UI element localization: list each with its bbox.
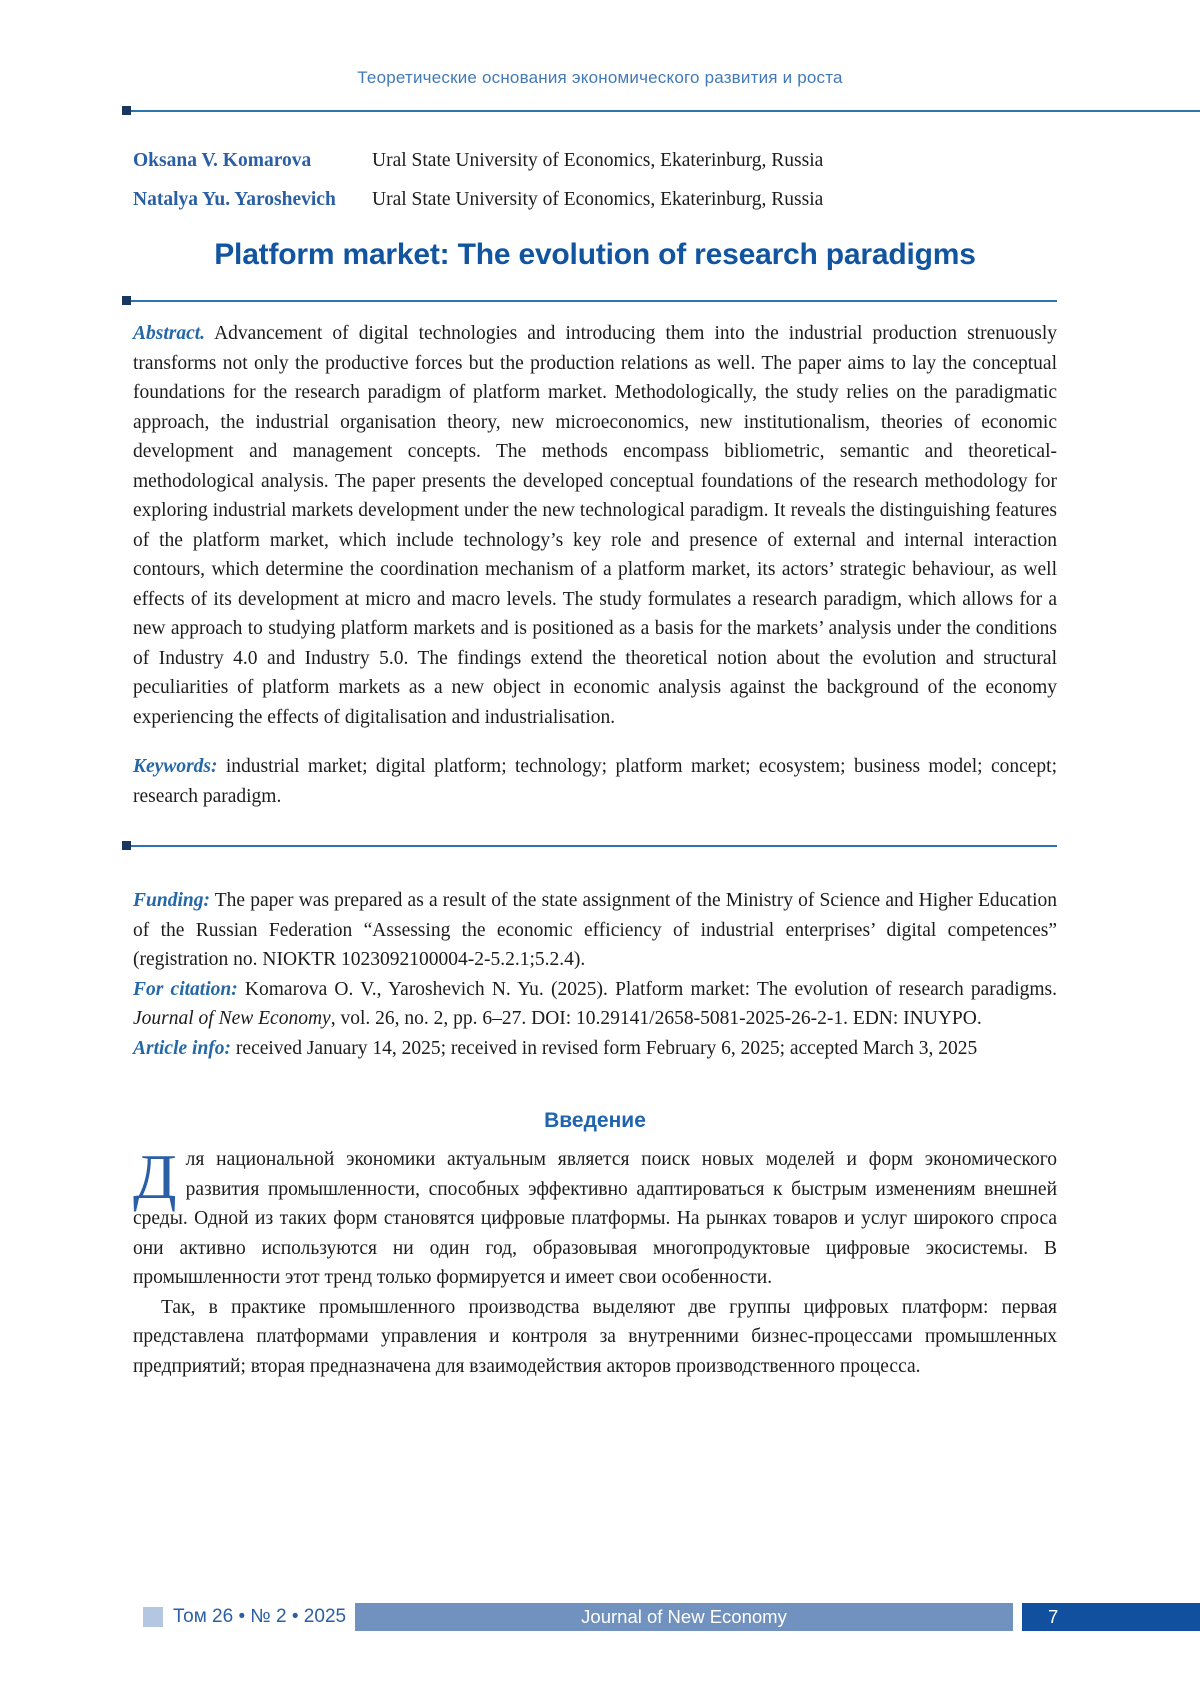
page-title: Platform market: The evolution of research paradigms [214, 238, 976, 271]
dropcap-letter: Д [133, 1141, 177, 1212]
footer-volume-info: Том 26 • № 2 • 2025 [173, 1606, 347, 1627]
rule-square-icon [122, 841, 131, 850]
rule-line [131, 845, 1057, 847]
citation-text-after: , vol. 26, no. 2, pp. 6–27. DOI: 10.29141/2658-5081-2025-26-2-1. EDN: INUYPO. [330, 1008, 982, 1029]
keywords-label: Keywords: [133, 756, 218, 777]
author-affiliation: Ural State University of Economics, Ekaterinburg, Russia [372, 189, 824, 210]
funding-text: The paper was prepared as a result of the state assignment of the Ministry of Science and Higher Education of the Russian Federation “Assessing the economic efficiency of industrial enterprises’ digital competences” (registration no. NIOKTR 1023092100004-2-5.2.1;5.2.4). [133, 890, 1057, 970]
intro-paragraph-1-text: ля национальной экономики актуальным является поиск новых моделей и форм экономического развития промышленности, способных эффективно адаптироваться к быстрым изменениям внешней среды. Одной из таких форм становятся цифровые платформы. На рынках товаров и услуг широкого спроса они активно используются ни один год, образовывая многопродуктовые цифровые экосистемы. В промышленности этот тренд только формируется и имеет свои особенности. [133, 1149, 1057, 1288]
intro-paragraph-2: Так, в практике промышленного производства выделяют две группы цифровых платформ: первая представлена платформами управления и контроля за внутренними бизнес-процессами промышленных предприятий; вторая предназначена для взаимодействия акторов производственного процесса. [133, 1296, 1057, 1377]
funding-label: Funding: [133, 890, 210, 911]
author-name: Oksana V. Komarova [133, 150, 312, 171]
article-info-paragraph [133, 1034, 1057, 1064]
intro-paragraph-1 [133, 1141, 1057, 1293]
funding-paragraph [133, 886, 1057, 975]
section-heading-introduction: Введение [544, 1109, 646, 1132]
footer-page-number: 7 [1022, 1603, 1200, 1631]
citation-label: For citation: [133, 978, 238, 1000]
title-rule [122, 296, 1057, 305]
keywords-rule [122, 841, 1057, 850]
keywords-paragraph [133, 752, 1057, 811]
article-meta-block [133, 886, 1057, 1063]
citation-journal-name: Journal of New Economy [133, 1008, 331, 1029]
footer-journal-name: Journal of New Economy [355, 1603, 1013, 1631]
running-head: Теоретические основания экономического развития и роста [357, 68, 843, 87]
rule-line [131, 300, 1057, 302]
citation-text-before: Komarova O. V., Yaroshevich N. Yu. (2025). Platform market: The evolution of research paradigms. [244, 978, 1058, 1000]
abstract-label: Abstract. [133, 323, 206, 344]
citation-paragraph [133, 975, 1057, 1034]
abstract-paragraph [133, 319, 1057, 732]
author-affiliation: Ural State University of Economics, Ekaterinburg, Russia [372, 150, 824, 171]
abstract-text: Advancement of digital technologies and introducing them into the industrial production strenuously transforms not only the productive forces but the production relations as well. The paper aims to lay the conceptual foundations for the research paradigm of platform market. Methodologically, the study relies on the paradigmatic approach, the industrial organisation theory, new microeconomics, new institutionalism, theories of economic development and management concepts. The methods encompass bibliometric, semantic and theoretical-methodological analysis. The paper presents the developed conceptual foundations of the research methodology for exploring industrial markets development under the new technological paradigm. It reveals the distinguishing features of the platform market, which include technology’s key role and presence of external and internal interaction contours, which determine the coordination mechanism of a platform market, its actors’ strategic behaviour, as well effects of its development at micro and macro levels. The study formulates a research paradigm, which allows for a new approach to studying platform markets and is positioned as a basis for the markets’ analysis under the conditions of Industry 4.0 and Industry 5.0. The findings extend the theoretical notion about the evolution and structural peculiarities of platform markets as a new object in economic analysis against the background of the economy experiencing the effects of digitalisation and industrialisation. [133, 323, 1057, 728]
rule-square-icon [122, 296, 131, 305]
article-info-text: received January 14, 2025; received in revised form February 6, 2025; accepted March 3, 2025 [235, 1037, 978, 1059]
authors-block [133, 146, 1057, 214]
page-content [133, 0, 1057, 1381]
rule-square-icon [122, 106, 131, 115]
footer-accent-square-icon [143, 1607, 163, 1627]
author-name: Natalya Yu. Yaroshevich [133, 189, 336, 210]
article-info-label: Article info: [133, 1037, 232, 1059]
keywords-text: industrial market; digital platform; technology; platform market; ecosystem; business model; concept; research paradigm. [133, 756, 1057, 807]
